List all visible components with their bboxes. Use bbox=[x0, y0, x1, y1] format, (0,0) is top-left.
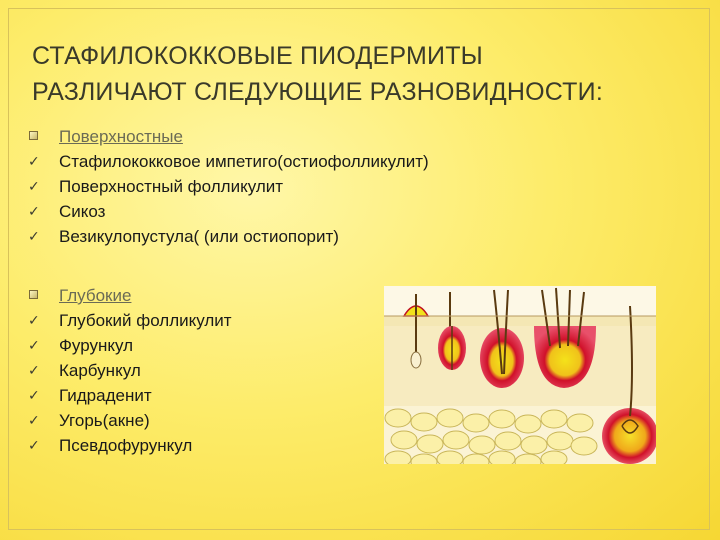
list-item: ✓ Сикоз bbox=[28, 199, 508, 224]
slide-title bbox=[32, 38, 692, 110]
list-item: ✓ Гидраденит bbox=[28, 383, 508, 408]
list-item: ✓ Угорь(акне) bbox=[28, 408, 508, 433]
list-item: ✓ Фурункул bbox=[28, 333, 508, 358]
checkmark-icon: ✓ bbox=[28, 203, 40, 219]
square-bullet-icon bbox=[28, 283, 48, 308]
checkmark-icon: ✓ bbox=[28, 178, 40, 194]
list-item: ✓ Псевдофурункул bbox=[28, 433, 508, 458]
square-bullet-icon bbox=[28, 124, 48, 149]
list-item: ✓ Стафилококковое импетиго(остиофолликулит) bbox=[28, 149, 508, 174]
list-item: ✓ Везикулопустула( (или остиопорит) bbox=[28, 224, 508, 249]
list-heading-deep: Глубокие bbox=[28, 283, 508, 308]
superficial-list bbox=[28, 124, 508, 249]
title-line-1: СТАФИЛОКОККОВЫЕ ПИОДЕРМИТЫ bbox=[32, 42, 484, 70]
checkmark-icon: ✓ bbox=[28, 153, 40, 169]
list-item: ✓ Карбункул bbox=[28, 358, 508, 383]
checkmark-icon: ✓ bbox=[28, 362, 40, 378]
skin-pyoderma-illustration bbox=[384, 286, 656, 464]
checkmark-icon: ✓ bbox=[28, 228, 40, 244]
title-line-2: РАЗЛИЧАЮТ СЛЕДУЮЩИЕ РАЗНОВИДНОСТИ: bbox=[32, 78, 603, 106]
checkmark-icon: ✓ bbox=[28, 412, 40, 428]
checkmark-icon: ✓ bbox=[28, 387, 40, 403]
checkmark-icon: ✓ bbox=[28, 337, 40, 353]
list-heading-superficial: Поверхностные bbox=[28, 124, 508, 149]
checkmark-icon: ✓ bbox=[28, 437, 40, 453]
checkmark-icon: ✓ bbox=[28, 312, 40, 328]
list-item: ✓ Глубокий фолликулит bbox=[28, 308, 508, 333]
list-item: ✓ Поверхностный фолликулит bbox=[28, 174, 508, 199]
